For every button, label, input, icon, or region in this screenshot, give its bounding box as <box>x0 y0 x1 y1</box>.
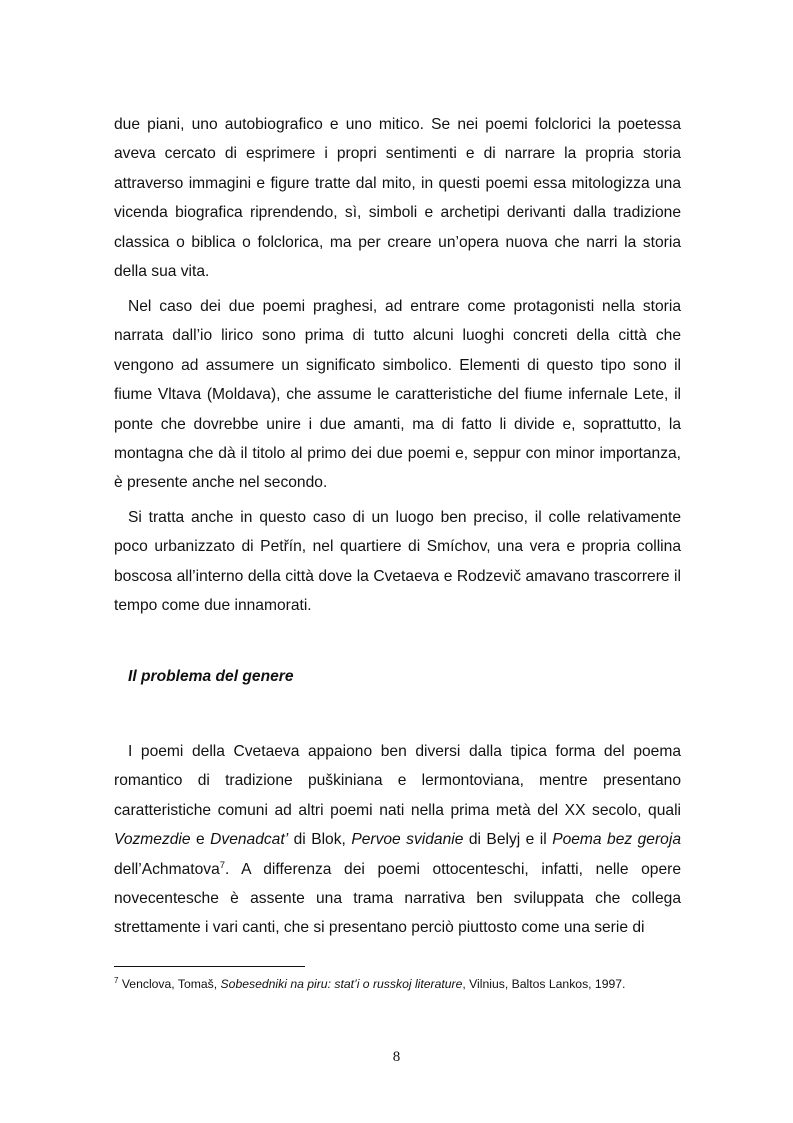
section-heading: Il problema del genere <box>128 668 294 685</box>
footnote-publication: , Vilnius, Baltos Lankos, 1997. <box>462 977 626 991</box>
work-title-pervoe-svidanie: Pervoe svidanie <box>351 831 464 849</box>
text-run: I poemi della Cvetaeva appaiono ben diversi dalla tipica forma del poema romantico di tradizione puškiniana e lermontoviana, mentre presentano caratteristiche comuni ad altri poemi nati nella prima metà del XX secolo, quali <box>114 743 681 819</box>
footnote-title: Sobesedniki na piru: stat’i o russkoj literature <box>220 977 463 991</box>
work-title-poema-bez-geroja: Poema bez geroja <box>552 831 681 849</box>
paragraph-continuation: due piani, uno autobiografico e uno mitico. Se nei poemi folclorici la poetessa aveva cercato di esprimere i propri sentimenti e di narrare la propria storia attraverso immagini e figure tratte dal mito, in questi poemi essa mitologizza una vicenda biografica riprendendo, sì, simboli e archetipi derivanti dalla tradizione classica o biblica o folclorica, ma per creare un’opera nuova che narri la storia della sua vita. <box>114 116 681 281</box>
work-title-vozmezdie: Vozmezdie <box>114 831 191 849</box>
text-run: e <box>190 831 211 849</box>
footnote-reference[interactable]: 7 <box>219 859 226 871</box>
footnote-author: Venclova, Tomaš, <box>118 977 221 991</box>
page-number: 8 <box>392 1049 401 1065</box>
paragraph-genre <box>114 737 681 943</box>
footnote <box>114 975 694 993</box>
paragraph-prague-poems: Nel caso dei due poemi praghesi, ad entrare come protagonisti nella storia narrata dall’io lirico sono prima di tutto alcuni luoghi concreti della città che vengono ad assumere un significato simbolico. Elementi di questo tipo sono il fiume Vltava (Moldava), che assume le caratteristiche del fiume infernale Lete, il ponte che dovrebbe unire i due amanti, ma di fatto li divide e, soprattutto, la montagna che dà il titolo al primo dei due poemi e, seppur con minor importanza, è presente anche nel secondo. <box>114 298 681 492</box>
footnote-number: 7 <box>114 975 119 985</box>
text-run: . A differenza dei poemi ottocenteschi, infatti, nelle opere novecentesche è assente una trama narrativa ben sviluppata che collega strettamente i vari canti, che si presentano perciò piuttosto come una serie di <box>114 860 681 937</box>
text-run: di Blok, <box>288 831 352 849</box>
text-run: dell’Achmatova <box>114 860 220 878</box>
footnote-divider <box>114 966 305 967</box>
paragraph-petrin-hill: Si tratta anche in questo caso di un luogo ben preciso, il colle relativamente poco urbanizzato di Petřín, nel quartiere di Smíchov, una vera e propria collina boscosa all’interno della città dove la Cvetaeva e Rodzevič amavano trascorrere il tempo come due innamorati. <box>114 509 681 615</box>
text-run: di Belyj e il <box>463 831 553 849</box>
work-title-dvenadcat: Dvenadcat’ <box>210 831 289 849</box>
